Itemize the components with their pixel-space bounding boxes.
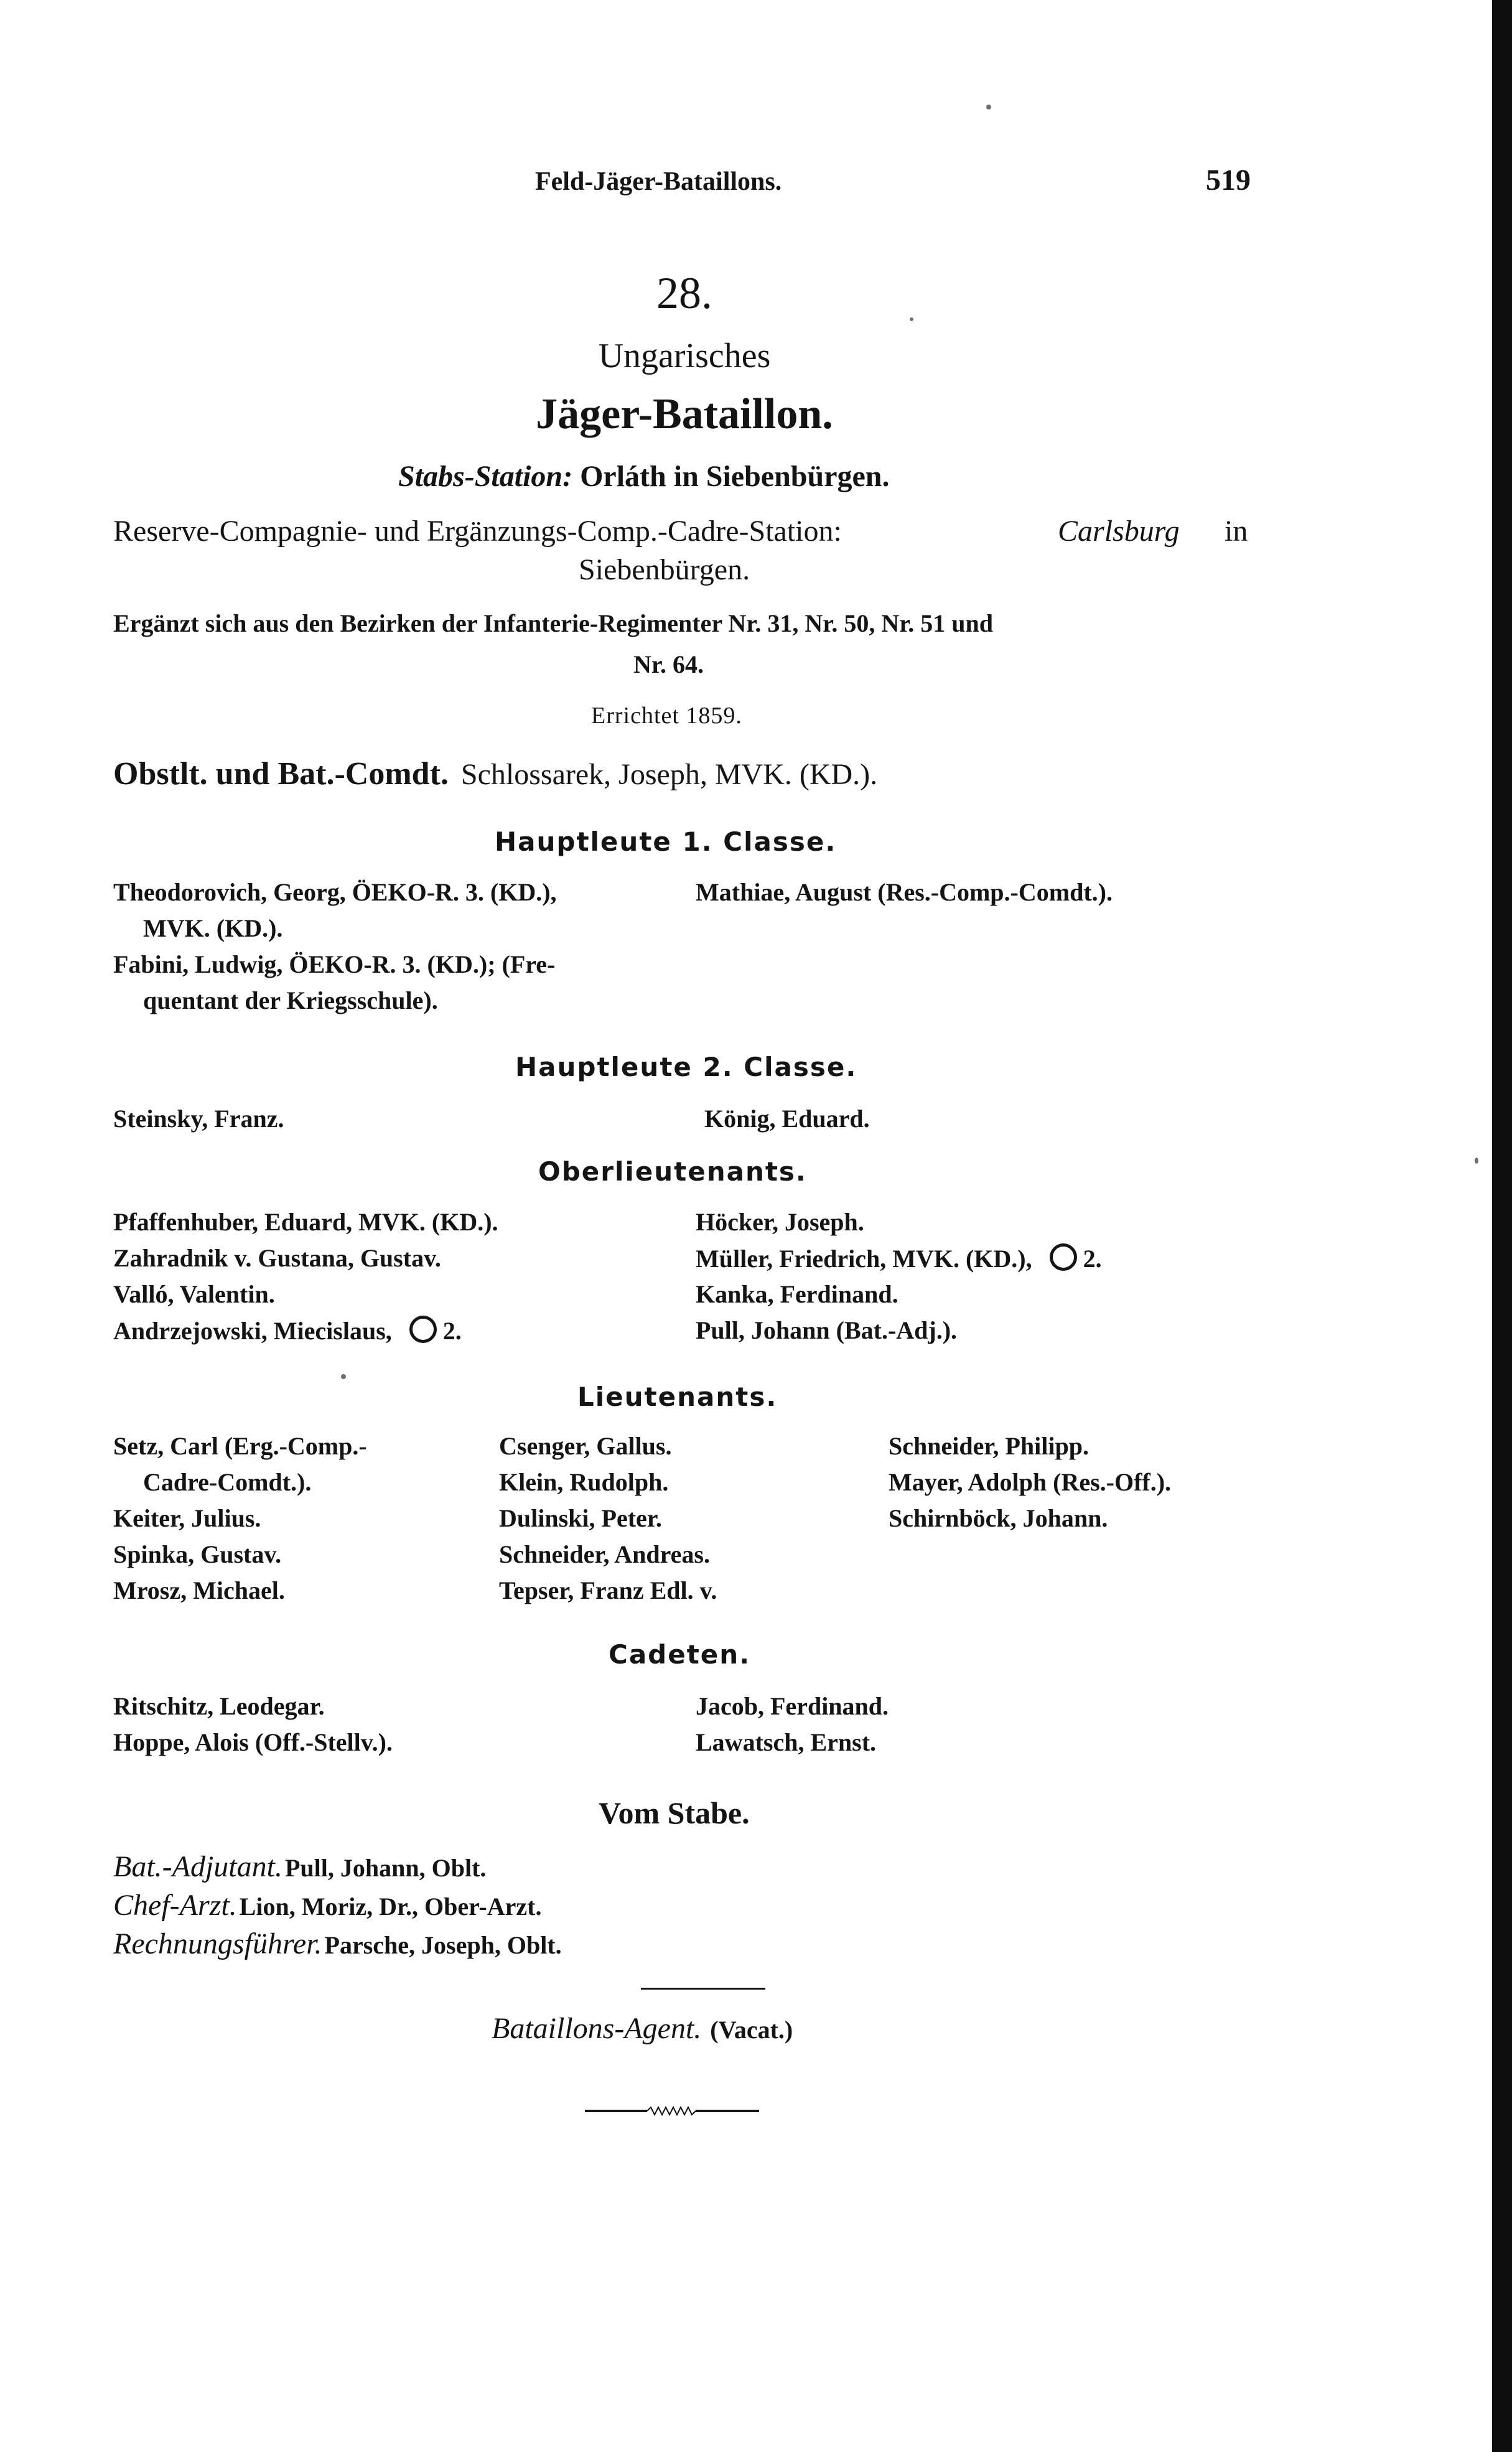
commander-label: Obstlt. und Bat.-Comdt.	[113, 756, 449, 792]
stabs-station-line	[398, 459, 890, 494]
scan-speck	[910, 317, 913, 321]
reserve-station-line	[113, 514, 842, 548]
erganzt-line-1: Ergänzt sich aus den Bezirken der Infanterie-Regimenter Nr. 31, Nr. 50, Nr. 51 und	[113, 609, 994, 637]
cadet-left-1: Ritschitz, Leodegar.	[113, 1692, 325, 1720]
page-number: 519	[1206, 164, 1251, 197]
lieutenant-col2-4: Schneider, Andreas.	[499, 1540, 710, 1568]
hauptleute-1-left-2: MVK. (KD.).	[143, 914, 283, 942]
oberlieutenant-left-3: Valló, Valentin.	[113, 1280, 275, 1308]
stabe-name-3: Parsche, Joseph, Oblt.	[324, 1931, 562, 1959]
agent-line	[492, 2011, 793, 2046]
stabe-row-3	[113, 1927, 562, 1961]
oberlieutenant-right-2-suffix: 2.	[1083, 1245, 1102, 1273]
lieutenant-col1-3: Keiter, Julius.	[113, 1504, 261, 1532]
hauptleute-2-right: König, Eduard.	[704, 1105, 870, 1133]
oberlieutenant-left-4: Andrzejowski, Miecislaus,	[113, 1317, 392, 1345]
battalion-number: 28.	[656, 268, 712, 318]
scan-edge	[1492, 0, 1512, 2452]
order-circle-icon	[409, 1316, 437, 1343]
lieutenant-col2-3: Dulinski, Peter.	[499, 1504, 662, 1532]
reserve-station-line-2: Siebenbürgen.	[579, 553, 750, 586]
heading-hauptleute-1: Hauptleute 1. Classe.	[495, 826, 837, 857]
reserve-station-place: Carlsburg	[1058, 515, 1180, 548]
agent-label: Bataillons-Agent.	[492, 2012, 702, 2045]
oberlieutenant-right-2-line	[696, 1243, 1102, 1273]
oberlieutenant-left-4-line	[113, 1316, 462, 1345]
cadet-right-1: Jacob, Ferdinand.	[696, 1692, 889, 1720]
scan-speck	[986, 105, 991, 110]
oberlieutenant-left-1: Pfaffenhuber, Eduard, MVK. (KD.).	[113, 1208, 498, 1236]
reserve-station-text: Reserve-Compagnie- und Ergänzungs-Comp.-Cadre-Station:	[113, 515, 842, 548]
errichtet: Errichtet 1859.	[591, 703, 742, 729]
lieutenant-col2-1: Csenger, Gallus.	[499, 1432, 672, 1460]
cadet-left-2: Hoppe, Alois (Off.-Stellv.).	[113, 1728, 393, 1756]
hauptleute-1-left-1: Theodorovich, Georg, ÖEKO-R. 3. (KD.),	[113, 878, 557, 906]
stabe-name-1: Pull, Johann, Oblt.	[284, 1854, 487, 1882]
running-title: Feld-Jäger-Bataillons.	[535, 167, 782, 196]
oberlieutenant-right-4: Pull, Johann (Bat.-Adj.).	[696, 1316, 958, 1344]
heading-hauptleute-2: Hauptleute 2. Classe.	[515, 1052, 857, 1082]
scan-speck	[1475, 1158, 1478, 1164]
heading-cadeten: Cadeten.	[609, 1639, 751, 1670]
hauptleute-1-right-1: Mathiae, August (Res.-Comp.-Comdt.).	[696, 878, 1113, 906]
stabe-row-2	[113, 1888, 541, 1922]
lieutenant-col1-2: Cadre-Comdt.).	[143, 1468, 312, 1496]
order-circle-icon	[1050, 1243, 1077, 1271]
stabe-role-1: Bat.-Adjutant.	[113, 1850, 282, 1883]
oberlieutenant-right-2: Müller, Friedrich, MVK. (KD.),	[696, 1245, 1032, 1273]
hauptleute-1-left-3: Fabini, Ludwig, ÖEKO-R. 3. (KD.); (Fre-	[113, 950, 556, 978]
cadet-right-2: Lawatsch, Ernst.	[696, 1728, 877, 1756]
lieutenant-col3-1: Schneider, Philipp.	[889, 1432, 1089, 1460]
reserve-station-in: in	[1225, 515, 1248, 548]
heading-lieutenants: Lieutenants.	[577, 1382, 778, 1412]
commander-name: Schlossarek, Joseph, MVK. (KD.).	[460, 758, 878, 791]
stabe-row-1	[113, 1850, 486, 1884]
stabe-role-2: Chef-Arzt.	[113, 1889, 237, 1922]
ornamental-rule	[585, 2103, 759, 2118]
stabe-role-3: Rechnungsführer.	[113, 1927, 322, 1960]
lieutenant-col1-4: Spinka, Gustav.	[113, 1540, 282, 1568]
scan-speck	[341, 1374, 346, 1379]
oberlieutenant-left-4-suffix: 2.	[442, 1317, 462, 1345]
agent-value: (Vacat.)	[710, 2016, 793, 2044]
heading-oberlieutenants: Oberlieutenants.	[538, 1156, 807, 1187]
lieutenant-col1-1: Setz, Carl (Erg.-Comp.-	[113, 1432, 367, 1460]
stabe-name-2: Lion, Moriz, Dr., Ober-Arzt.	[239, 1893, 542, 1921]
heading-vom-stabe: Vom Stabe.	[599, 1795, 750, 1830]
title-line-2: Jäger-Bataillon.	[536, 390, 833, 438]
oberlieutenant-left-2: Zahradnik v. Gustana, Gustav.	[113, 1244, 441, 1272]
lieutenant-col1-5: Mrosz, Michael.	[113, 1576, 285, 1604]
hauptleute-2-left: Steinsky, Franz.	[113, 1105, 284, 1133]
lieutenant-col2-2: Klein, Rudolph.	[499, 1468, 669, 1496]
lieutenant-col2-5: Tepser, Franz Edl. v.	[499, 1576, 717, 1604]
title-line-1: Ungarisches	[598, 337, 771, 375]
lieutenant-col3-3: Schirnböck, Johann.	[889, 1504, 1108, 1532]
stabs-station-label: Stabs-Station:	[398, 460, 573, 493]
commander-line	[113, 756, 877, 792]
oberlieutenant-right-1: Höcker, Joseph.	[696, 1208, 864, 1236]
lieutenant-col3-2: Mayer, Adolph (Res.-Off.).	[889, 1468, 1172, 1496]
section-rule	[641, 1988, 765, 1990]
oberlieutenant-right-3: Kanka, Ferdinand.	[696, 1280, 898, 1308]
stabs-station-value: Orláth in Siebenbürgen.	[580, 460, 890, 493]
hauptleute-1-left-4: quentant der Kriegsschule).	[143, 986, 438, 1014]
erganzt-line-2: Nr. 64.	[633, 650, 704, 678]
